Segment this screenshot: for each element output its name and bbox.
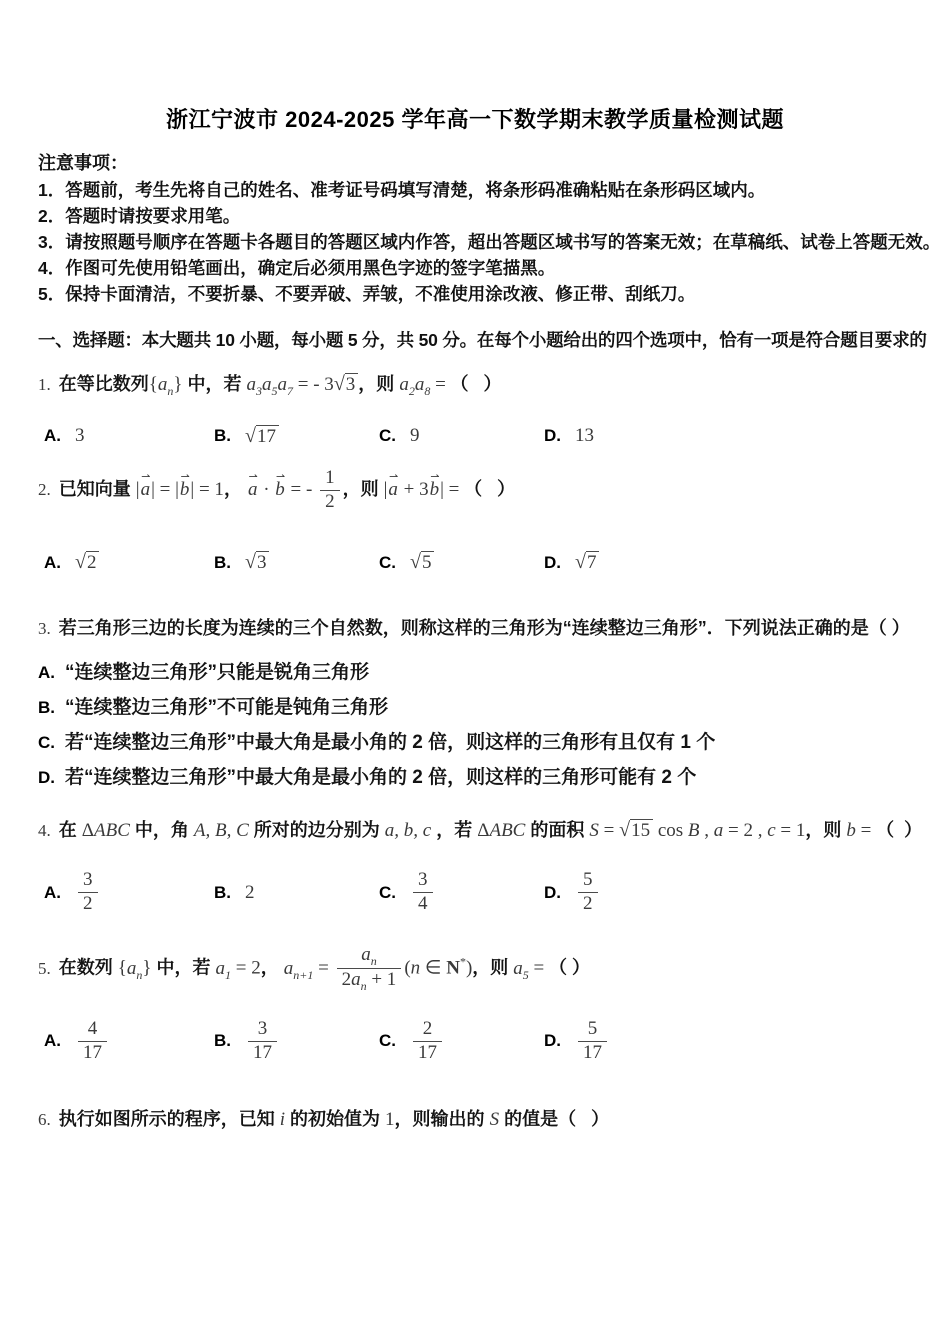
numerator bbox=[78, 869, 98, 892]
options bbox=[38, 655, 912, 795]
question-text bbox=[38, 467, 912, 514]
fraction bbox=[337, 944, 402, 994]
option-B bbox=[214, 548, 379, 578]
math-run: Δ bbox=[81, 820, 94, 842]
denominator bbox=[78, 892, 98, 916]
math-sub: 5 bbox=[522, 967, 529, 982]
text-run: “连续整边三角形”只能是锐角三角形 bbox=[65, 662, 370, 684]
math-run: = bbox=[313, 957, 334, 979]
math-subscripted bbox=[283, 957, 314, 982]
vector: a ⇀ bbox=[140, 470, 152, 510]
option-D bbox=[38, 760, 912, 795]
math-run: = bbox=[528, 957, 549, 979]
notice-header: 注意事项： bbox=[38, 153, 128, 173]
numerator bbox=[248, 1018, 277, 1041]
notice-item-4: 4．作图可先使用铅笔画出，确定后必须用黑色字迹的签字笔描黑。 bbox=[38, 258, 556, 278]
denominator bbox=[337, 968, 402, 993]
math-run: = bbox=[598, 820, 620, 842]
option-value bbox=[410, 425, 420, 447]
sqrt-expression bbox=[245, 552, 269, 573]
options bbox=[44, 548, 912, 578]
vector: b ⇀ bbox=[179, 470, 191, 510]
text-run: 若“连续整边三角形”中最大角是最小角的 2 倍，则这样的三角形可能有 2 个 bbox=[65, 767, 697, 789]
text-run: ， bbox=[223, 479, 247, 500]
numerator bbox=[578, 869, 598, 892]
math-run: S bbox=[589, 820, 599, 842]
math-run: 2 bbox=[583, 893, 593, 915]
option-D bbox=[544, 869, 912, 916]
option-label: B. bbox=[214, 426, 231, 445]
math-base: a bbox=[513, 957, 523, 979]
option-value bbox=[575, 551, 599, 574]
numerator bbox=[413, 1018, 442, 1041]
math-run: 3 bbox=[345, 374, 356, 395]
question-number: 5. bbox=[38, 958, 51, 978]
notice-item-5: 5．保持卡面清洁，不要折暴、不要弄破、弄皱，不准使用涂改液、修正带、刮纸刀。 bbox=[38, 284, 696, 304]
numerator bbox=[78, 1018, 107, 1041]
math-run: A, B, C bbox=[193, 820, 249, 842]
question-text bbox=[38, 363, 912, 405]
option-D bbox=[544, 1018, 912, 1065]
math-base: a bbox=[157, 374, 168, 395]
math-sub: 2 bbox=[408, 384, 415, 398]
math-run: c bbox=[767, 820, 776, 842]
denominator bbox=[578, 892, 598, 916]
math-run: = 2 , bbox=[723, 820, 768, 842]
math-run: cos bbox=[653, 820, 688, 842]
option-label: D. bbox=[544, 552, 561, 572]
math-run: 2 bbox=[422, 1017, 433, 1039]
option-B bbox=[214, 1018, 379, 1065]
denominator bbox=[578, 1041, 607, 1065]
option-value bbox=[75, 1018, 110, 1065]
math-run: B bbox=[687, 820, 700, 842]
text-run: 的初始值为 bbox=[285, 1109, 386, 1130]
radicand bbox=[256, 551, 270, 573]
math-base: a bbox=[283, 957, 294, 979]
math-run: = - bbox=[285, 479, 318, 501]
fraction bbox=[413, 1018, 442, 1065]
question-5 bbox=[38, 944, 912, 1064]
math-subscripted bbox=[414, 374, 431, 398]
math-run: 3 bbox=[418, 869, 428, 891]
denominator bbox=[413, 1041, 442, 1065]
math-run: | = 1 bbox=[190, 479, 224, 501]
option-label: D. bbox=[38, 768, 55, 788]
math-subscripted bbox=[262, 374, 278, 398]
vector: a ⇀ bbox=[247, 470, 259, 510]
math-run: 2 bbox=[83, 893, 93, 915]
question-number: 4. bbox=[38, 821, 51, 841]
vector: b ⇀ bbox=[429, 470, 441, 510]
option-A bbox=[38, 655, 912, 690]
math-run: 9 bbox=[410, 425, 420, 446]
math-run: | bbox=[135, 479, 140, 501]
math-run: 3 bbox=[257, 1017, 268, 1039]
option-label: C. bbox=[379, 882, 396, 902]
math-sub: n+1 bbox=[293, 967, 314, 982]
radicand bbox=[345, 373, 359, 395]
question-text bbox=[38, 610, 912, 648]
math-subscripted bbox=[361, 943, 377, 968]
math-sup: * bbox=[459, 954, 466, 969]
math-base: a bbox=[215, 957, 226, 979]
math-run: n bbox=[410, 957, 421, 979]
math-subscripted bbox=[513, 957, 529, 982]
math-run: ABC bbox=[93, 820, 130, 842]
text-run: ，则 bbox=[472, 957, 514, 978]
math-run: 2 bbox=[245, 881, 255, 903]
radical-sign: √ bbox=[410, 551, 421, 574]
option-D bbox=[544, 548, 912, 578]
math-run: 5 bbox=[583, 869, 593, 891]
text-run: ，则 bbox=[805, 820, 847, 841]
math-run: 7 bbox=[586, 552, 597, 574]
math-run: = bbox=[430, 374, 451, 395]
math-run: + 3 bbox=[398, 479, 429, 501]
notice-item-3: 3．请按照题号顺序在答题卡各题目的答题区域内作答，超出答题区域书写的答案无效；在草稿纸、试卷上答题无效。 bbox=[38, 232, 941, 252]
math-sub: 3 bbox=[256, 384, 263, 398]
option-value bbox=[410, 869, 436, 916]
question-text bbox=[38, 944, 912, 994]
math-run: = 1 bbox=[775, 820, 806, 842]
sqrt-expression bbox=[575, 552, 599, 573]
math-run: 17 bbox=[256, 425, 276, 447]
math-run: 5 bbox=[587, 1017, 598, 1039]
text-run: 若“连续整边三角形”中最大角是最小角的 2 倍，则这样的三角形有且仅有 1 个 bbox=[65, 732, 716, 754]
radicand bbox=[630, 819, 653, 841]
denominator bbox=[78, 1041, 107, 1065]
text-run: 已知向量 bbox=[58, 479, 136, 500]
text-run: 在数列 bbox=[58, 957, 118, 978]
radicand bbox=[586, 551, 600, 573]
text-run: 中，角 bbox=[129, 820, 194, 841]
math-run: ) bbox=[465, 957, 473, 979]
math-run: | = | bbox=[151, 479, 179, 501]
text-run: ，则输出的 bbox=[394, 1109, 490, 1130]
math-subscripted bbox=[351, 969, 367, 994]
option-label: B. bbox=[38, 698, 55, 718]
math-run: 3 bbox=[75, 425, 85, 446]
option-value bbox=[410, 1018, 445, 1065]
math-base: a bbox=[361, 943, 371, 965]
question-6 bbox=[38, 1100, 912, 1140]
section-header: 一、选择题：本大题共 10 小题，每小题 5 分，共 50 分。在每个小题给出的四个选项中，恰有一项是符合题目要求的 bbox=[38, 330, 927, 350]
math-sub: n bbox=[370, 953, 377, 968]
option-value bbox=[245, 1018, 280, 1065]
math-run: a, b, c bbox=[384, 820, 432, 842]
numerator bbox=[413, 869, 433, 892]
option-label: A. bbox=[38, 663, 55, 683]
option-label: D. bbox=[544, 1031, 561, 1051]
math-run: 17 bbox=[83, 1041, 102, 1063]
option-A bbox=[44, 548, 214, 578]
option-A bbox=[44, 421, 214, 451]
question-3 bbox=[38, 610, 912, 796]
math-run: Δ bbox=[477, 820, 490, 842]
option-value bbox=[65, 662, 369, 683]
option-C bbox=[379, 1018, 544, 1065]
math-run: S bbox=[489, 1109, 500, 1131]
text-run: （ ） bbox=[450, 374, 502, 394]
notice-item-1: 1．答题前，考生先将自己的姓名、准考证号码填写清楚，将条形码准确粘贴在条形码区域内。 bbox=[38, 180, 766, 200]
math-base: a bbox=[414, 374, 425, 395]
radical-sign: √ bbox=[245, 424, 256, 447]
math-run: { bbox=[148, 374, 158, 395]
option-label: A. bbox=[44, 426, 61, 445]
math-base: a bbox=[351, 969, 361, 991]
math-run: 4 bbox=[87, 1017, 98, 1039]
question-1 bbox=[38, 363, 912, 451]
math-run: , bbox=[699, 820, 714, 842]
math-run: } bbox=[142, 957, 152, 979]
math-run: 2 bbox=[86, 552, 97, 574]
math-subscripted bbox=[157, 374, 174, 398]
text-run: （ ） bbox=[464, 479, 516, 500]
math-run: { bbox=[117, 957, 127, 979]
math-sub: n bbox=[136, 967, 143, 982]
option-value bbox=[65, 697, 388, 718]
option-B bbox=[38, 690, 912, 725]
option-value bbox=[575, 425, 594, 447]
math-run: 5 bbox=[421, 552, 432, 574]
text-run: 的面积 bbox=[525, 820, 590, 841]
option-A bbox=[44, 1018, 214, 1065]
text-run: ， bbox=[260, 957, 284, 978]
math-run: ∈ bbox=[420, 957, 447, 979]
math-base: a bbox=[277, 374, 288, 395]
math-run: 3 bbox=[256, 552, 267, 574]
fraction bbox=[413, 869, 433, 916]
math-run: i bbox=[279, 1109, 286, 1131]
math-base: a bbox=[262, 374, 272, 395]
math-sub: 5 bbox=[271, 384, 278, 398]
sqrt-expression bbox=[75, 552, 99, 573]
math-run: = bbox=[855, 820, 877, 842]
math-run: ( bbox=[404, 957, 411, 979]
vector: b ⇀ bbox=[274, 470, 286, 510]
option-label: A. bbox=[44, 1031, 61, 1051]
math-subscripted bbox=[126, 957, 143, 982]
option-value bbox=[75, 551, 99, 574]
option-value bbox=[245, 882, 255, 904]
option-label: C. bbox=[38, 733, 55, 753]
option-value bbox=[575, 1018, 610, 1065]
math-run: N bbox=[446, 957, 460, 979]
option-label: B. bbox=[214, 1031, 231, 1051]
option-value bbox=[75, 869, 101, 916]
math-run: 1 bbox=[325, 467, 335, 488]
option-value bbox=[65, 767, 696, 788]
math-run: b bbox=[846, 820, 856, 842]
question-number: 2. bbox=[38, 480, 51, 500]
text-run: “连续整边三角形”不可能是钝角三角形 bbox=[65, 697, 389, 719]
question-2 bbox=[38, 467, 912, 578]
text-run: 在等比数列 bbox=[58, 374, 149, 394]
math-run: 17 bbox=[253, 1041, 272, 1063]
math-run: = 2 bbox=[231, 957, 261, 979]
option-label: C. bbox=[379, 552, 396, 572]
option-label: C. bbox=[379, 426, 396, 445]
option-label: D. bbox=[544, 426, 561, 445]
option-value bbox=[75, 425, 85, 447]
math-run: + 1 bbox=[366, 969, 397, 991]
fraction bbox=[78, 1018, 107, 1065]
math-run: | = bbox=[440, 479, 465, 501]
radical-sign: √ bbox=[575, 551, 586, 574]
question-4 bbox=[38, 809, 923, 916]
notice-list bbox=[38, 177, 941, 307]
text-run: 若三角形三边的长度为连续的三个自然数，则称这样的三角形为“连续整边三角形”．下列说法正确的是（ ） bbox=[58, 617, 910, 638]
math-sub: 1 bbox=[225, 967, 232, 982]
question-text bbox=[38, 809, 923, 851]
denominator bbox=[413, 892, 433, 916]
sqrt-expression bbox=[619, 820, 653, 840]
text-run: 执行如图所示的程序，已知 bbox=[58, 1109, 280, 1130]
option-C bbox=[379, 548, 544, 578]
option-value bbox=[245, 425, 279, 448]
radical-sign: √ bbox=[245, 551, 256, 574]
option-label: A. bbox=[44, 882, 61, 902]
option-label: B. bbox=[214, 882, 231, 902]
exam-title: 浙江宁波市 2024-2025 学年高一下数学期末教学质量检测试题 bbox=[166, 107, 784, 132]
option-D bbox=[544, 421, 912, 451]
math-run: 4 bbox=[418, 893, 428, 915]
math-run: 2 bbox=[341, 969, 352, 991]
radical-sign: √ bbox=[619, 819, 631, 842]
fraction bbox=[320, 467, 340, 514]
fraction bbox=[248, 1018, 277, 1065]
math-run: 2 bbox=[325, 490, 335, 512]
text-run: （ ） bbox=[549, 957, 591, 978]
questions bbox=[38, 363, 923, 1140]
question-number: 1. bbox=[38, 375, 51, 394]
text-run: 中，若 bbox=[151, 957, 216, 978]
math-run: a bbox=[713, 820, 724, 842]
math-run: 15 bbox=[631, 820, 651, 842]
option-C bbox=[38, 725, 912, 760]
option-label: B. bbox=[214, 552, 231, 572]
radicand bbox=[256, 425, 279, 447]
sqrt-expression bbox=[334, 374, 358, 394]
question-text bbox=[38, 1100, 912, 1140]
option-value bbox=[575, 869, 601, 916]
text-run: 的值是（ ） bbox=[499, 1109, 610, 1130]
text-run: ，则 bbox=[358, 374, 400, 394]
question-number: 6. bbox=[38, 1110, 51, 1130]
math-base: a bbox=[126, 957, 137, 979]
numerator bbox=[337, 944, 402, 968]
option-label: C. bbox=[379, 1031, 396, 1051]
text-run: 在 bbox=[58, 820, 82, 841]
text-run: 所对的边分别为 bbox=[248, 820, 385, 841]
option-A bbox=[44, 869, 214, 916]
denominator bbox=[320, 490, 340, 514]
math-base: a bbox=[246, 374, 257, 395]
math-subscripted bbox=[215, 957, 232, 982]
math-run: | bbox=[383, 479, 388, 501]
text-run: ，若 bbox=[431, 820, 478, 841]
option-B bbox=[214, 421, 379, 451]
option-value bbox=[65, 732, 715, 753]
radicand bbox=[86, 551, 100, 573]
options bbox=[44, 421, 912, 451]
vector: a ⇀ bbox=[387, 470, 399, 510]
text-run: 中，若 bbox=[182, 374, 247, 394]
text-run: （ ） bbox=[876, 820, 923, 841]
math-run: 1 bbox=[385, 1109, 395, 1131]
math-sub: 7 bbox=[287, 384, 294, 398]
option-label: D. bbox=[544, 882, 561, 902]
math-run: · bbox=[258, 479, 275, 501]
fraction bbox=[578, 1018, 607, 1065]
math-run: 17 bbox=[418, 1041, 437, 1063]
sqrt-expression bbox=[410, 552, 434, 573]
option-value bbox=[410, 551, 434, 574]
option-C bbox=[379, 421, 544, 451]
math-sub: 8 bbox=[424, 384, 431, 398]
radicand bbox=[421, 551, 435, 573]
radical-sign: √ bbox=[333, 373, 345, 395]
fraction bbox=[578, 869, 598, 916]
sqrt-expression bbox=[245, 426, 279, 447]
math-subscripted bbox=[246, 374, 263, 398]
option-C bbox=[379, 869, 544, 916]
option-label: A. bbox=[44, 552, 61, 572]
numerator bbox=[578, 1018, 607, 1041]
math-run: 13 bbox=[575, 425, 594, 446]
math-sub: n bbox=[167, 384, 174, 398]
math-subscripted bbox=[399, 374, 415, 398]
option-value bbox=[245, 551, 269, 574]
math-run: } bbox=[173, 374, 183, 395]
math-run: = - 3 bbox=[293, 374, 334, 395]
math-subscripted bbox=[277, 374, 294, 398]
radical-sign: √ bbox=[75, 551, 86, 574]
options bbox=[44, 1018, 912, 1065]
option-B bbox=[214, 878, 379, 908]
math-run: 17 bbox=[583, 1041, 602, 1063]
numerator bbox=[320, 467, 340, 490]
math-run: ABC bbox=[489, 820, 526, 842]
denominator bbox=[248, 1041, 277, 1065]
math-run: 3 bbox=[83, 869, 93, 891]
question-number: 3. bbox=[38, 618, 51, 638]
math-sub: n bbox=[360, 979, 367, 994]
notice-item-2: 2．答题时请按要求用笔。 bbox=[38, 206, 241, 226]
text-run: ，则 bbox=[342, 479, 384, 500]
options bbox=[44, 869, 912, 916]
fraction bbox=[78, 869, 98, 916]
math-base: a bbox=[399, 374, 409, 395]
